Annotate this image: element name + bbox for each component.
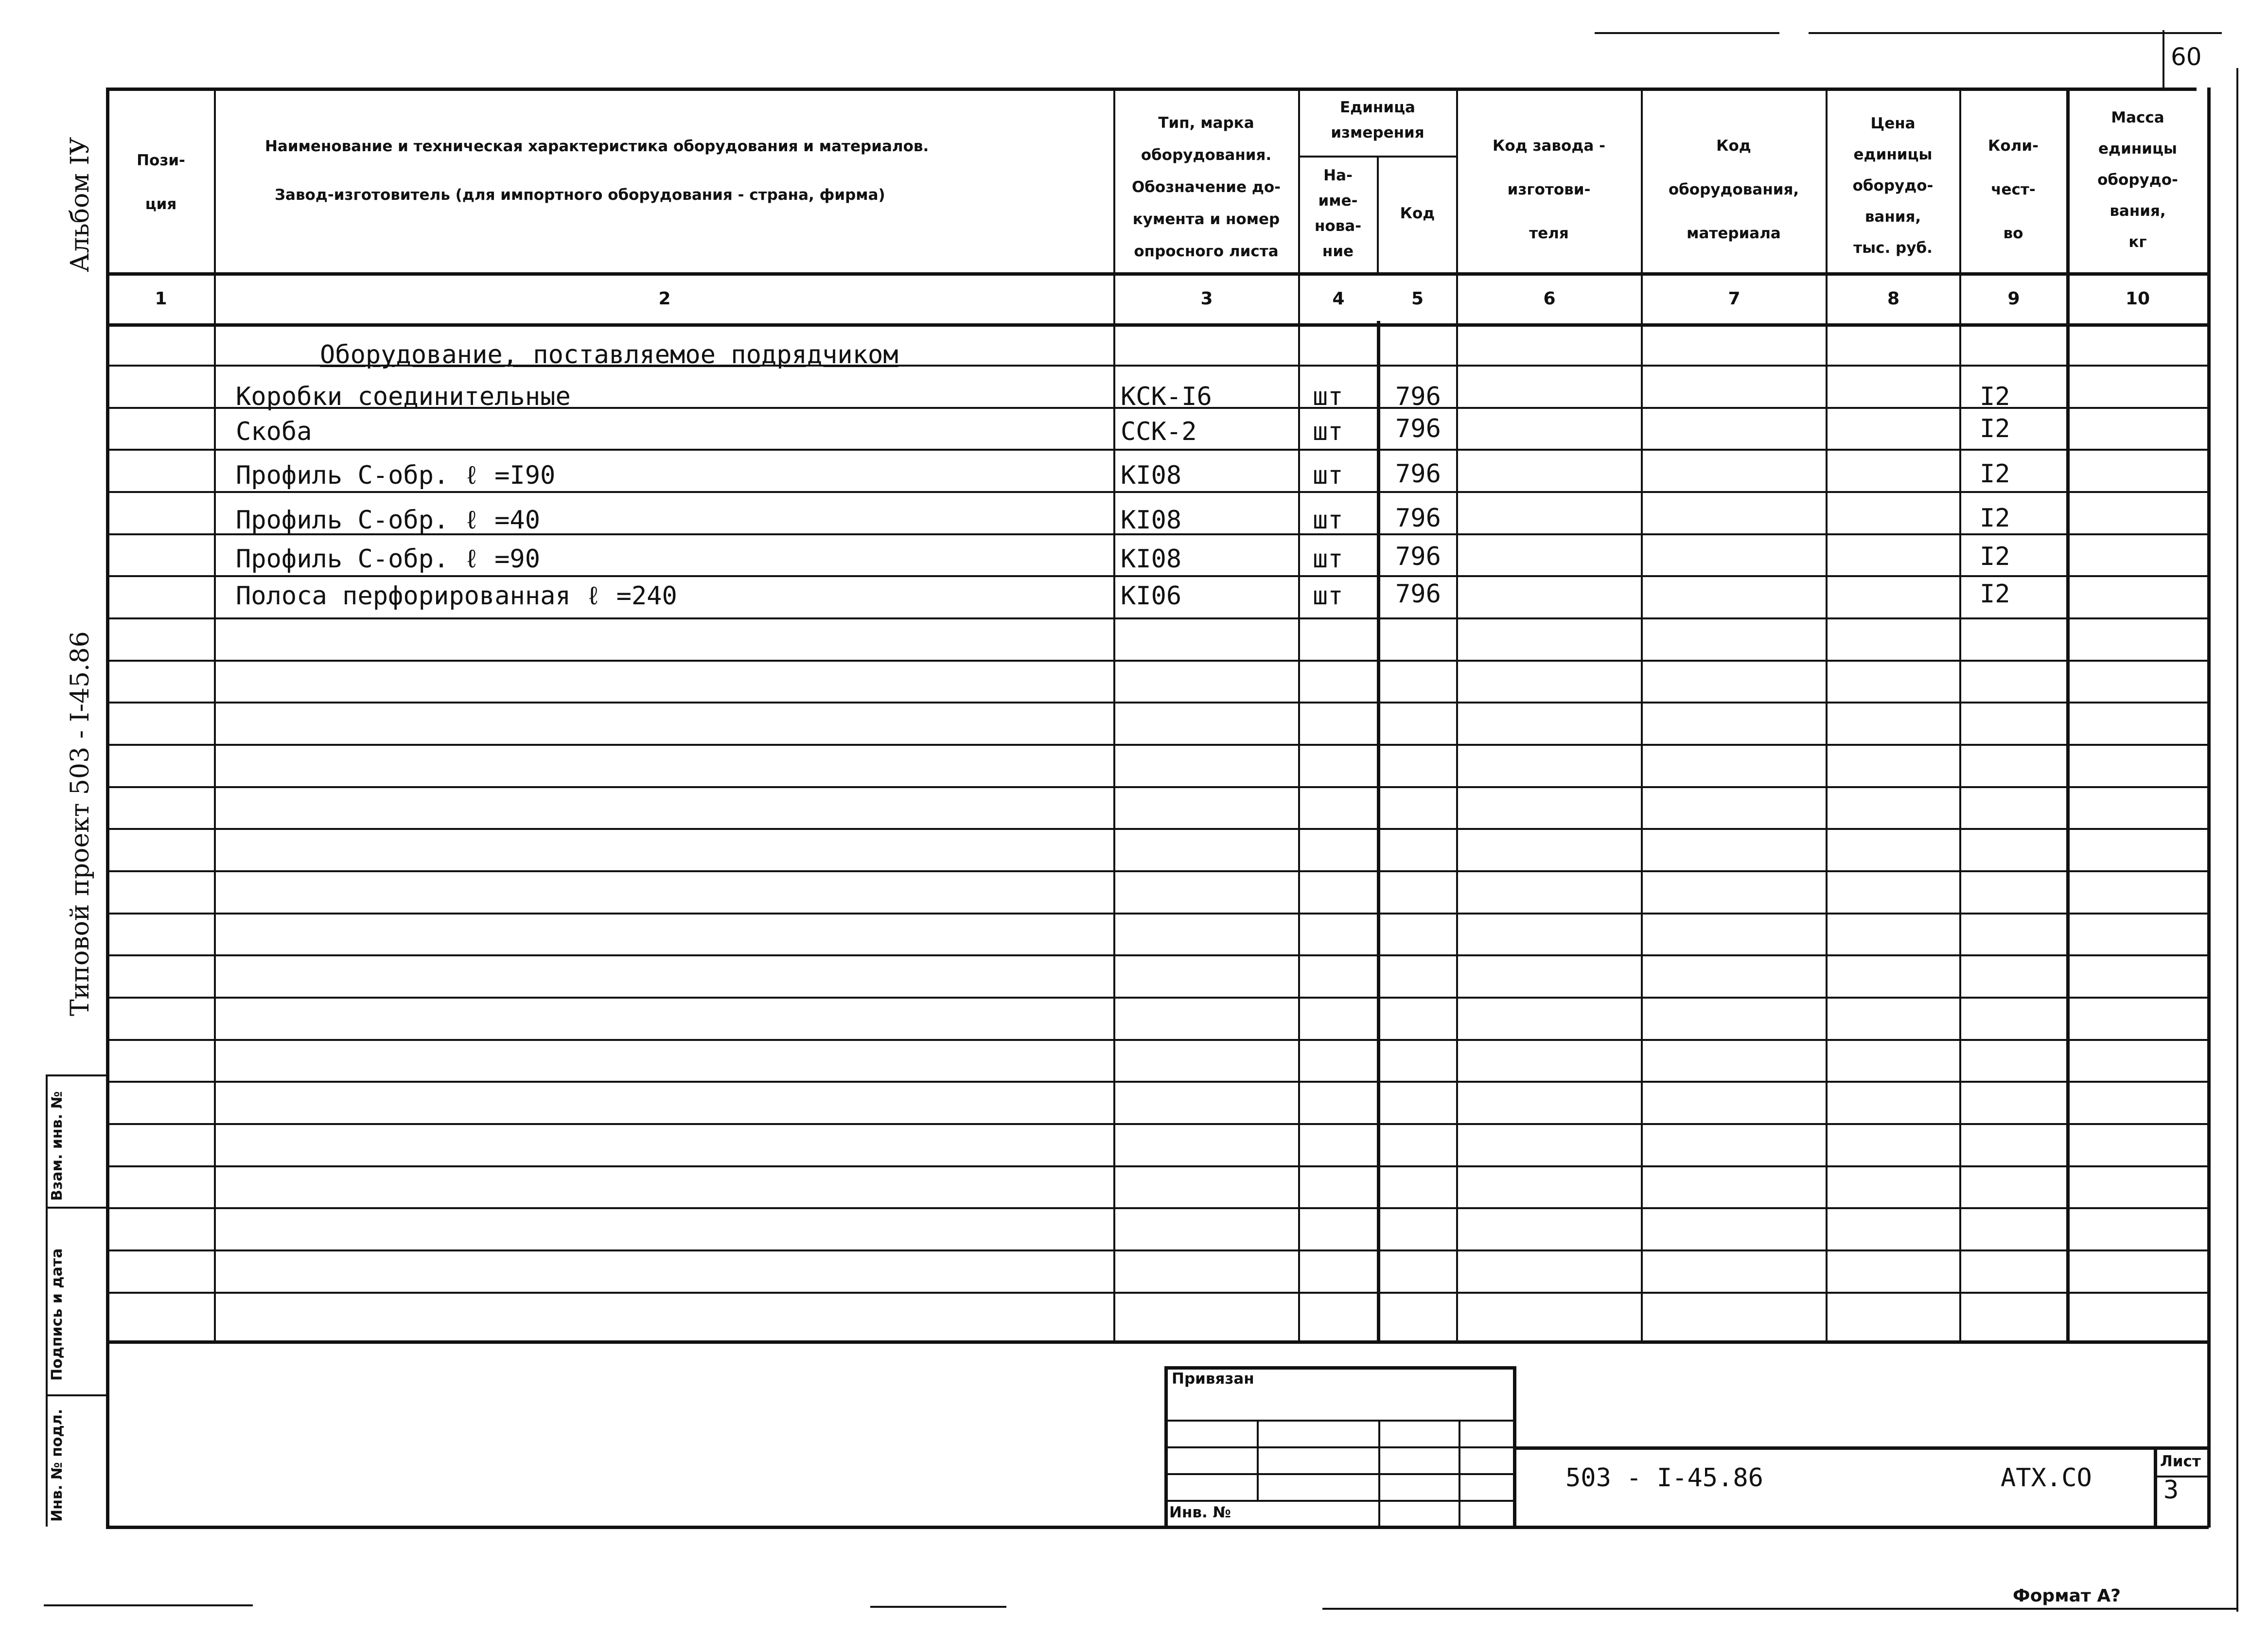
col-number-5: 5 <box>1411 289 1424 309</box>
project-label: Типовой проект 503 - I-45.86 <box>66 631 95 1016</box>
box-vzam-label: Взам. инв. № <box>49 1091 66 1201</box>
col-number-1: 1 <box>155 289 167 309</box>
sheet-label: Лист <box>2160 1453 2201 1470</box>
header-quantity: Коли- чест- во <box>1988 137 2039 242</box>
header-position: Пози- ция <box>137 152 185 213</box>
box-podpis-label: Подпись и дата <box>49 1248 66 1381</box>
item-unit-code: 796 <box>1395 542 1441 571</box>
item-unit-code: 796 <box>1395 504 1441 533</box>
album-label: Альбом IУ <box>66 137 95 272</box>
header-unit-name: На- име- нова- ние <box>1314 167 1362 260</box>
item-type: KI08 <box>1121 506 1182 535</box>
item-unit-code: 796 <box>1395 414 1441 443</box>
item-unit: шт <box>1313 461 1343 490</box>
item-unit: шт <box>1313 506 1343 535</box>
stamp-privyazan: Привязан <box>1172 1370 1254 1388</box>
item-name: Коробки соединительные <box>236 382 571 411</box>
item-type: KI08 <box>1121 545 1182 574</box>
box-inv-label: Инв. № подл. <box>49 1408 66 1522</box>
format-label: Формат А? <box>2013 1586 2121 1606</box>
stamp-inv-no: Инв. № <box>1169 1504 1231 1521</box>
page-number: 60 <box>2171 43 2202 71</box>
item-unit-code: 796 <box>1395 459 1441 489</box>
item-name: Скоба <box>236 417 312 446</box>
item-quantity: I2 <box>1980 414 2010 443</box>
col-number-9: 9 <box>2007 289 2020 309</box>
item-name: Профиль С-обр. ℓ =I90 <box>236 461 556 490</box>
header-equipment-code: Код оборудования, материала <box>1668 137 1799 242</box>
item-unit-code: 796 <box>1395 382 1441 411</box>
item-unit: шт <box>1313 382 1343 411</box>
col-number-3: 3 <box>1200 289 1213 309</box>
item-name: Профиль С-обр. ℓ =90 <box>236 545 541 574</box>
item-quantity: I2 <box>1980 459 2010 489</box>
header-name-line2: Завод-изготовитель (для импортного оборудования - страна, фирма) <box>275 186 885 204</box>
item-name: Полоса перфорированная ℓ =240 <box>236 581 677 611</box>
header-unit: Единица измерения <box>1331 99 1424 141</box>
doc-code: 503 - I-45.86 <box>1565 1463 1763 1493</box>
item-unit: шт <box>1313 417 1343 446</box>
item-quantity: I2 <box>1980 542 2010 571</box>
col-number-8: 8 <box>1887 289 1900 309</box>
item-quantity: I2 <box>1980 382 2010 411</box>
item-type: KI08 <box>1121 461 1182 490</box>
col-number-7: 7 <box>1728 289 1741 309</box>
item-unit: шт <box>1313 581 1343 611</box>
item-name: Профиль С-обр. ℓ =40 <box>236 506 541 535</box>
section-title: Оборудование, поставляемое подрядчиком <box>320 340 898 369</box>
item-type: КСК-I6 <box>1121 382 1212 411</box>
header-mass: Масса единицы оборудо- вания, кг <box>2097 109 2178 251</box>
col-number-4: 4 <box>1332 289 1345 309</box>
header-type: Тип, марка оборудования. Обозначение до- кумента и номер опросного листа <box>1131 114 1281 260</box>
col-number-6: 6 <box>1543 289 1556 309</box>
item-unit: шт <box>1313 545 1343 574</box>
doc-mark: АТХ.СО <box>2001 1463 2092 1493</box>
item-type: ССК-2 <box>1121 417 1197 446</box>
item-quantity: I2 <box>1980 504 2010 533</box>
col-number-2: 2 <box>658 289 671 309</box>
header-name-line1: Наименование и техническая характеристика оборудования и материалов. <box>265 138 929 155</box>
item-unit-code: 796 <box>1395 580 1441 609</box>
header-unit-code: Код <box>1400 205 1435 222</box>
sheet-number: 3 <box>2163 1476 2179 1505</box>
header-price: Цена единицы оборудо- вания, тыс. руб. <box>1852 115 1934 257</box>
col-number-10: 10 <box>2125 289 2150 309</box>
item-quantity: I2 <box>1980 580 2010 609</box>
header-factory-code: Код завода - изготови- теля <box>1493 137 1605 242</box>
item-type: KI06 <box>1121 581 1182 611</box>
